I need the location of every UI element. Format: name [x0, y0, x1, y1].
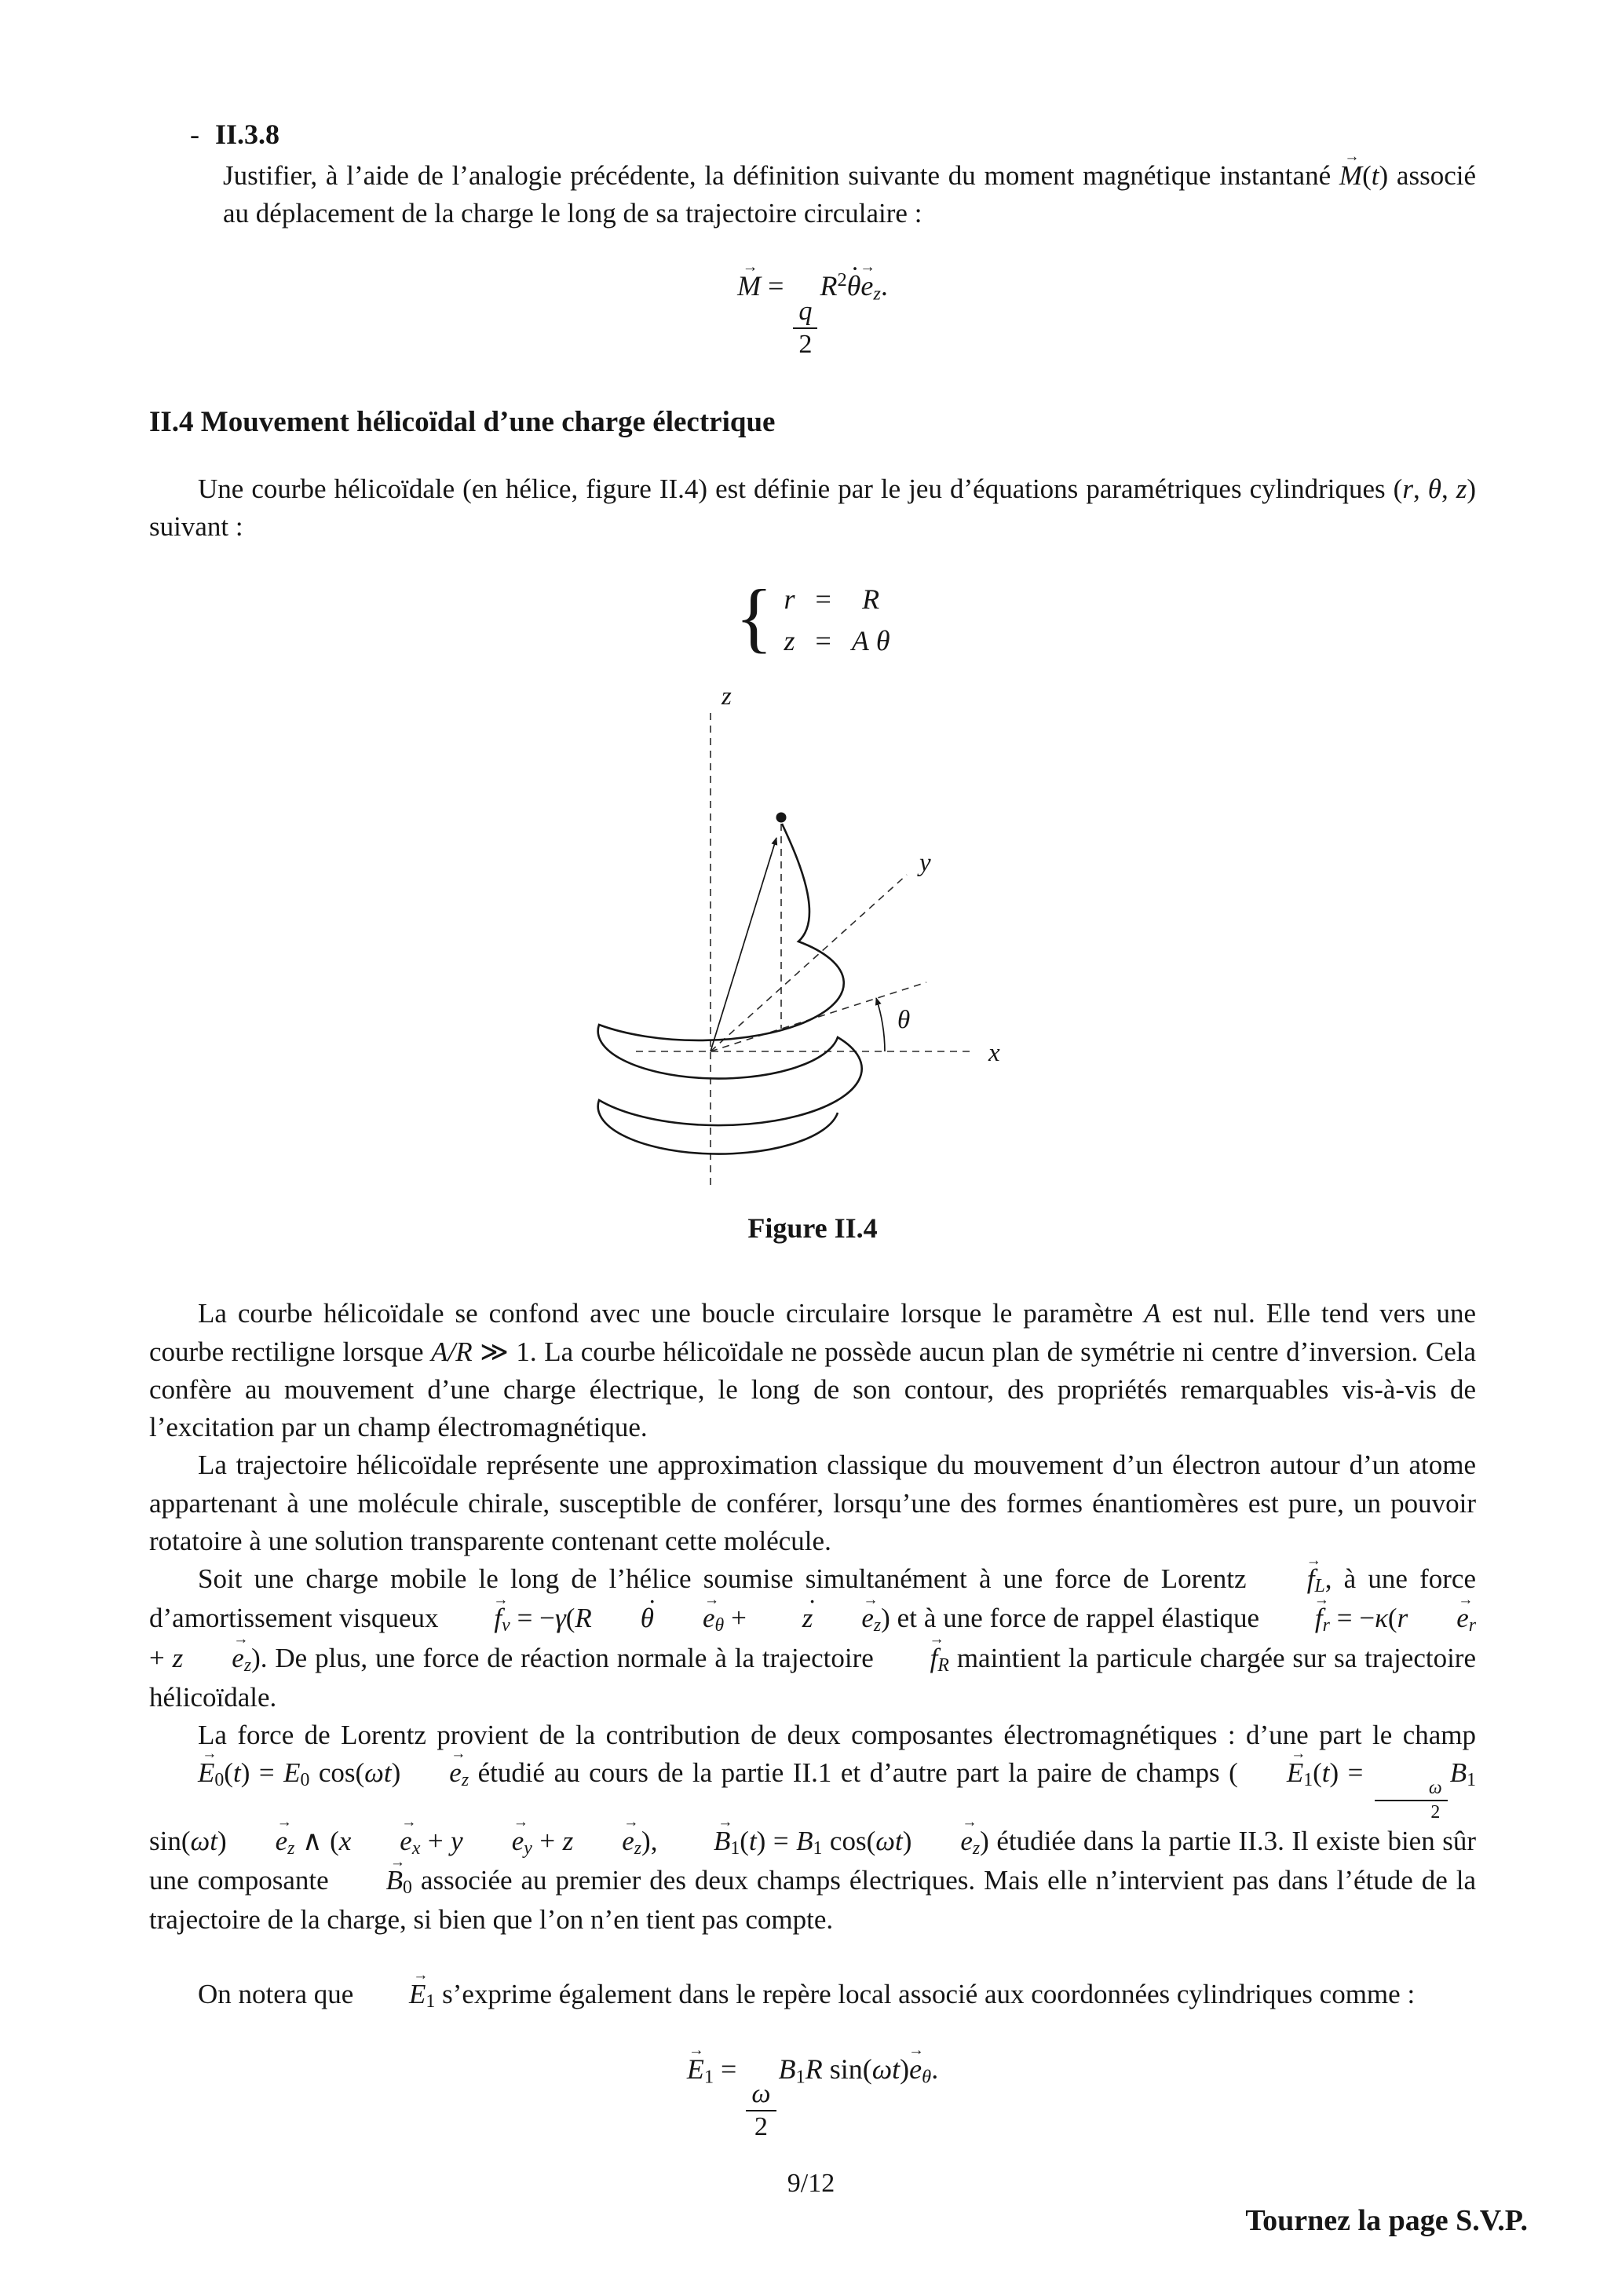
paragraph-2: La trajectoire hélicoïdale représente une approximation classique du mouvement d’un électron autour d’un atome appartenant à une molécule chirale, susceptible de conférer, lorsqu’une des formes énantiomères est pure, un pouvoir rotatoire à une solution transparente contenant cette molécule. [149, 1450, 1476, 1557]
figure-caption: Figure II.4 [747, 1212, 878, 1245]
system-row2-rel: = [815, 624, 831, 656]
theta-label: θ [897, 1006, 911, 1035]
turn-page-note: Tournez la page S.V.P. [1245, 2204, 1528, 2237]
question-II-3-8 [190, 118, 1476, 232]
paragraph-3: Soit une charge mobile le long de l’hélice soumise simultanément à une force de Lorentz $f \to_L$, à une force d’amortissement visqueux $f \to_v = -\gamma(R$ θ ˙ $e \to_\theta + z$ ˙ $e \to_z$) et à une force de rappel élastique $f \to_r = -\kappa(r$ $e \to_r + z$ $e \to_z$). De plus, une force de réaction normale à la trajectoire $f \to_R$ maintient la particule chargée sur sa trajectoire hélicoïdale. [149, 1560, 1476, 1716]
equation-e1-cylindrical: $E \to_1$ = $\frac{\omega}{2}$ $B_1R$ $\sin(\omega t)e \to_\theta$. [149, 2051, 1476, 2143]
system-rows [784, 581, 890, 660]
projection-ray [711, 982, 926, 1051]
y-axis-label: y [919, 849, 931, 878]
theta-angle-arc [876, 998, 885, 1051]
paragraph-1: La courbe hélicoïdale se confond avec une boucle circulaire lorsque le paramètre A est nul. Elle tend vers une courbe rectiligne lorsque A/R ≫ 1. La courbe hélicoïdale ne possède aucun plan de symétrie ni centre d’inversion. Cela confère au mouvement d’une charge électrique, le long de son contour, des propriétés remarquables vis-à-vis de l’excitation par un champ électromagnétique. [149, 1298, 1476, 1443]
figure-II-4 [149, 682, 1476, 1245]
paragraph-intro: Une courbe hélicoïdale (en hélice, figure II.4) est définie par le jeu d’équations paramétriques cylindriques (r, θ, z) suivant : [149, 473, 1477, 543]
equation-parametric-system [149, 573, 1476, 660]
charge-point [776, 813, 787, 823]
page-content [149, 118, 1476, 2178]
system-brace: { [735, 573, 773, 660]
x-axis-label: x [988, 1039, 1000, 1068]
system-row2-rhs: A θ [851, 624, 890, 656]
question-label: II.3.8 [215, 119, 280, 150]
question-header [190, 118, 1476, 151]
question-dash: - [190, 119, 199, 150]
helix-figure-svg [577, 682, 1048, 1201]
system-row1-rel: = [815, 583, 831, 615]
z-axis-label: z [721, 682, 732, 711]
equation-magnetic-moment: M → = $\frac{q}{2}$ $R^2\theta$ ˙e $\to_z$. [149, 268, 1476, 360]
system-row1-lhs: r [784, 583, 795, 615]
system-row2-lhs: z [784, 624, 795, 656]
position-vector-arrow [711, 838, 776, 1051]
section-heading-II-4: II.4 Mouvement hélicoïdal d’une charge électrique [149, 406, 776, 439]
paragraph-5: On notera que $E \to_1$ s’exprime également dans le repère local associé aux coordonnées cylindriques comme : [149, 1976, 1476, 2015]
system-row1-rhs: R [862, 583, 880, 615]
page-number: 9/12 [787, 2169, 835, 2198]
paragraph-4: La force de Lorentz provient de la contribution de deux composantes électromagnétiques : d’une part le champ $E \to_0(t) = E_0$ cos(ωt) $e \to_z$ étudié au cours de la partie II.1 et d’autre part la paire de champs ( $E \to_1(t)$ = $\frac{\omega}{2}$ $B_1$ sin(ωt) $e \to_z$ ∧ (x $e \to_x + y$ $e \to_y + z$ $e \to_z$), $B \to_1(t) = B_1$ cos(ωt) $e \to_z$) étudiée dans la partie II.3. Il existe bien sûr une composante $B \to_0$ associée au premier des deux champs électriques. Mais elle n’intervient pas dans l’étude de la trajectoire de la charge, si bien que l’on n’en tient pas compte. [149, 1717, 1476, 1940]
question-body: Justifier, à l’aide de l’analogie précédente, la définition suivante du moment magnétique instantané M →(t) associé au déplacement de la charge le long de sa trajectoire circulaire : [223, 157, 1476, 232]
